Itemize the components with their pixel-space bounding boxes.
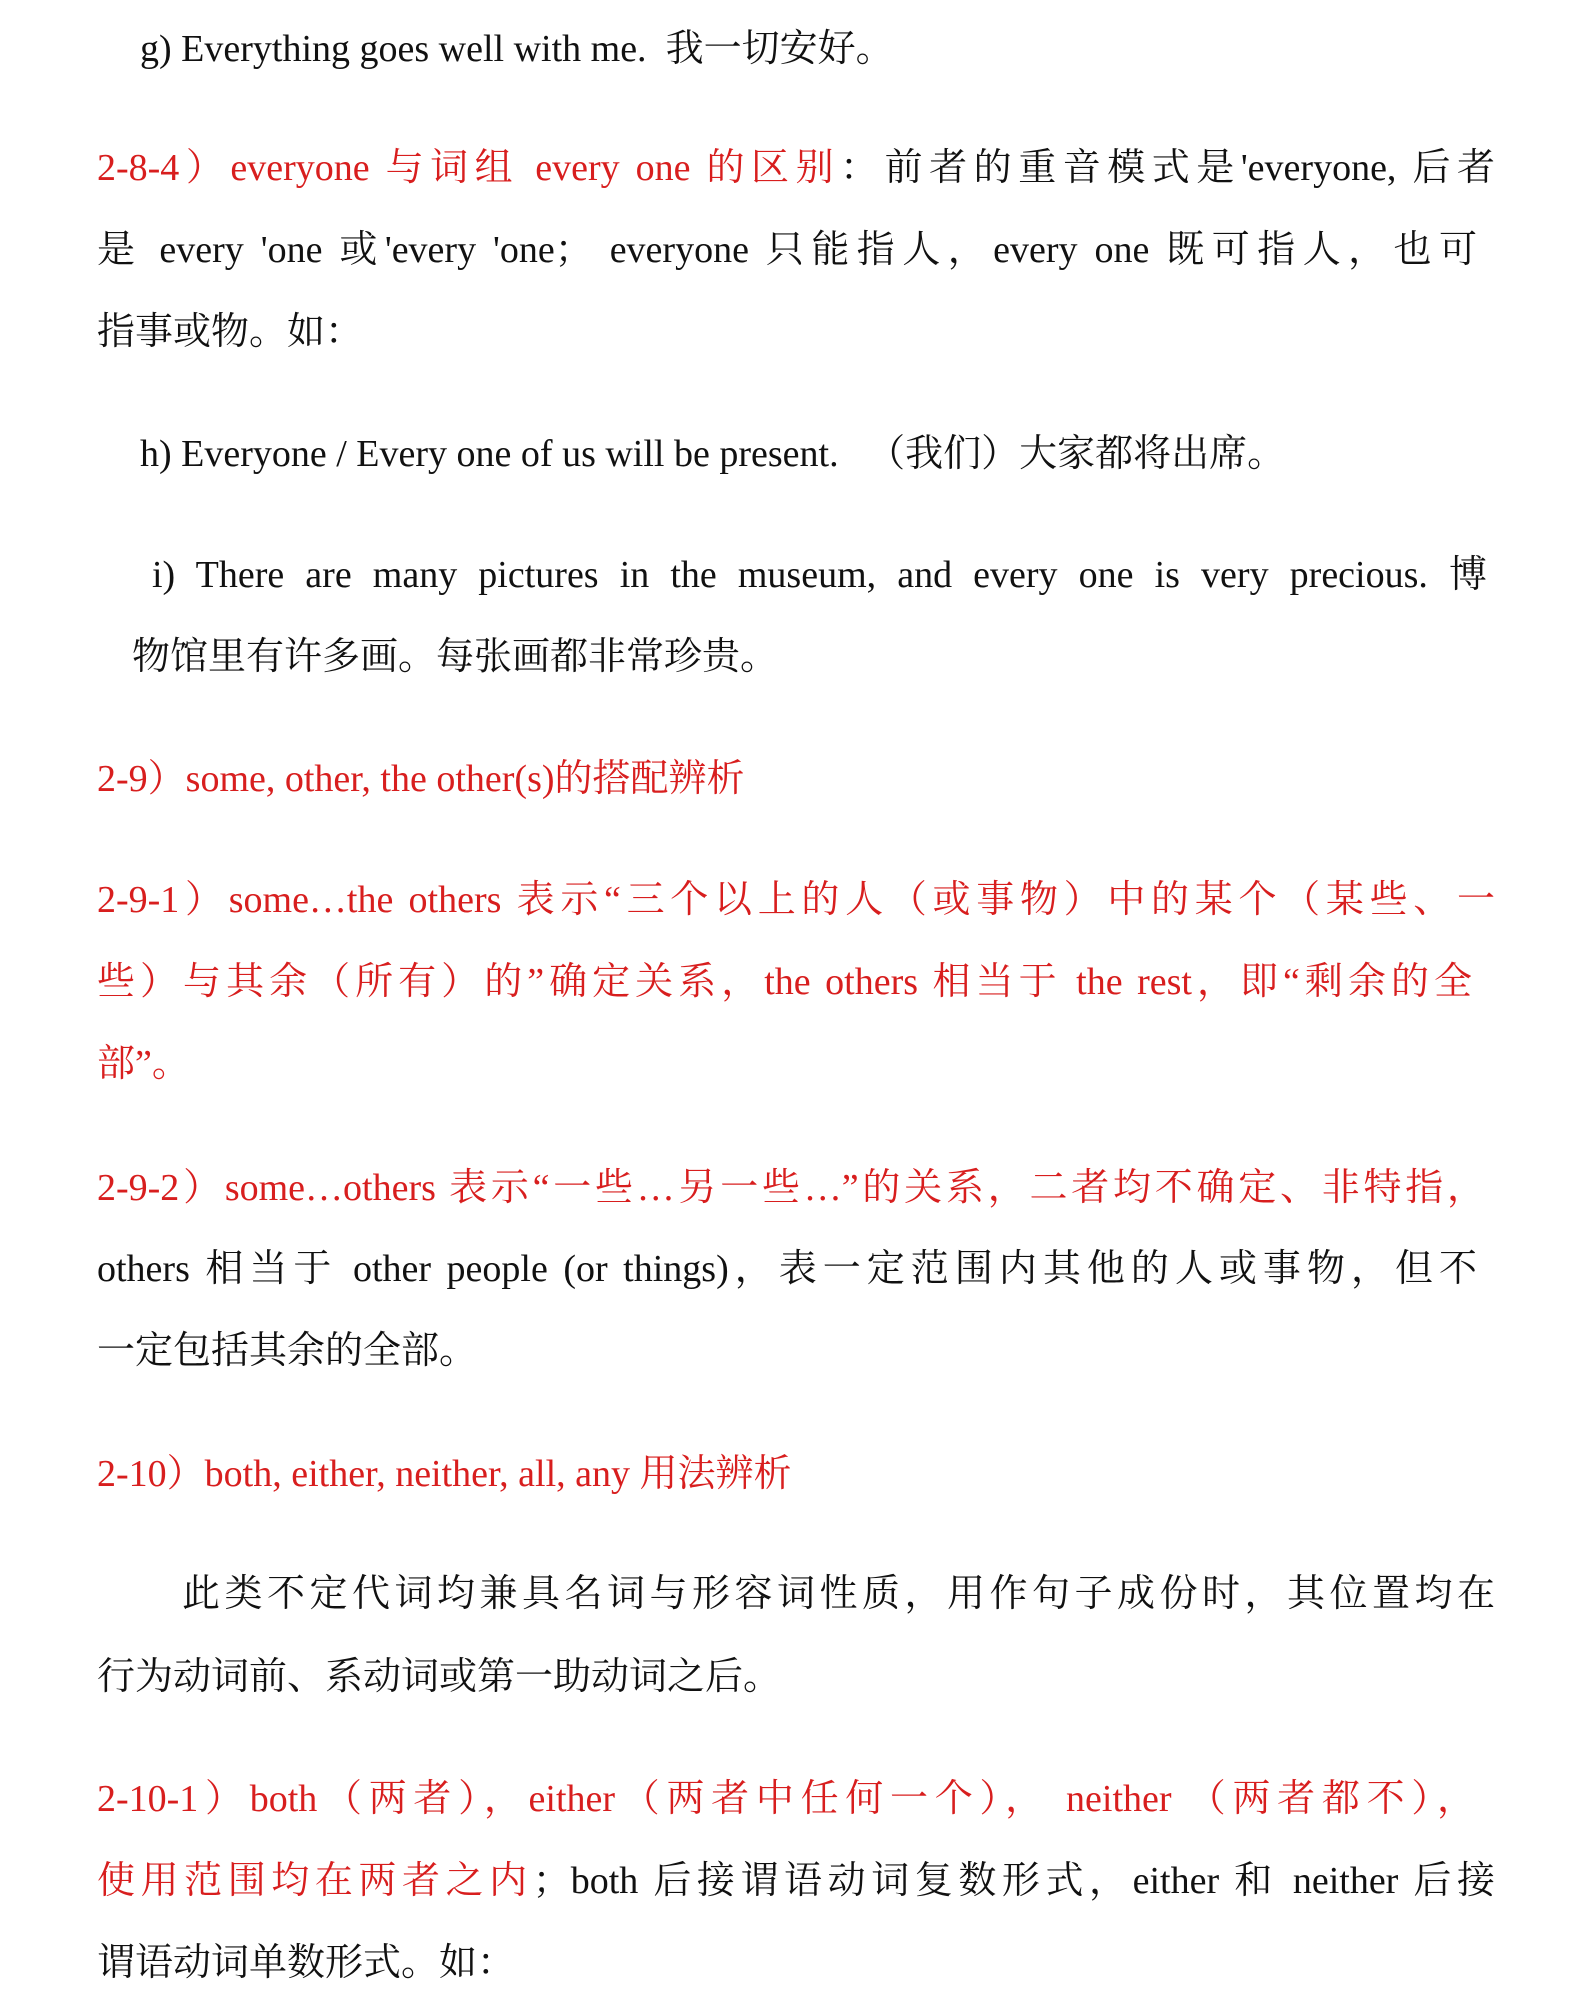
section-2-8-4-line-1 xyxy=(97,143,1495,193)
section-2-9-1-line-2: 些）与其余（所有）的”确定关系，the others 相当于 the rest，即“剩余的全 xyxy=(97,961,1472,1003)
section-2-9-2-line-1: 2-9-2）some…others 表示“一些…另一些…”的关系，二者均不确定、非特指， xyxy=(97,1167,1485,1209)
section-2-10-1-line-3: 谓语动词单数形式。如： xyxy=(97,1942,516,1984)
section-2-9-2-line-3: 一定包括其余的全部。 xyxy=(97,1330,478,1372)
section-2-9-2-line-2: others 相当于 other people (or things)，表一定范围内其他的人或事物，但不 xyxy=(97,1248,1477,1290)
section-2-8-4-heading: 2-8-4）everyone 与词组 every one 的区别 xyxy=(97,147,841,189)
section-2-10-1-text: ；both 后接谓语动词复数形式，either 和 neither 后接 xyxy=(532,1860,1495,1902)
example-h-chinese: （我们）大家都将出席。 xyxy=(867,433,1286,475)
example-h xyxy=(140,429,1587,479)
section-2-10-1-line-1: 2-10-1）both（两者），either（两者中任何一个）， neither （两者都不）， xyxy=(97,1778,1475,1820)
section-2-10-1-line-2 xyxy=(97,1856,1495,1906)
section-2-10-paragraph-line-1: 此类不定代词均兼具名词与形容词性质，用作句子成份时，其位置均在 xyxy=(182,1573,1495,1615)
section-2-8-4-text: ：前者的重音模式是'everyone, 后者 xyxy=(840,147,1495,189)
section-2-8-4-line-2: 是 every 'one 或'every 'one； everyone 只能指人，every one 既可指人，也可 xyxy=(97,229,1477,271)
section-2-10-1-highlight: 使用范围均在两者之内 xyxy=(97,1860,533,1902)
example-h-english: h) Everyone / Every one of us will be present. xyxy=(140,433,839,475)
example-g xyxy=(140,24,1587,74)
section-2-9-1-line-1: 2-9-1）some…the others 表示“三个以上的人（或事物）中的某个（某些、一 xyxy=(97,879,1495,921)
section-2-10-paragraph-line-2: 行为动词前、系动词或第一助动词之后。 xyxy=(97,1656,782,1698)
example-g-chinese: 我一切安好。 xyxy=(665,28,894,70)
example-g-english: g) Everything goes well with me. xyxy=(140,28,647,70)
section-2-9-1-line-3: 部”。 xyxy=(97,1043,190,1085)
section-2-10-heading: 2-10）both, either, neither, all, any 用法辨析 xyxy=(97,1453,792,1495)
section-2-8-4-line-3: 指事或物。如： xyxy=(97,311,364,353)
example-i-line-2: 物馆里有许多画。每张画都非常珍贵。 xyxy=(132,636,779,678)
example-i-line-1: i) There are many pictures in the museum, and every one is very precious. 博 xyxy=(152,554,1487,596)
section-2-9-heading: 2-9）some, other, the other(s)的搭配辨析 xyxy=(97,758,745,800)
